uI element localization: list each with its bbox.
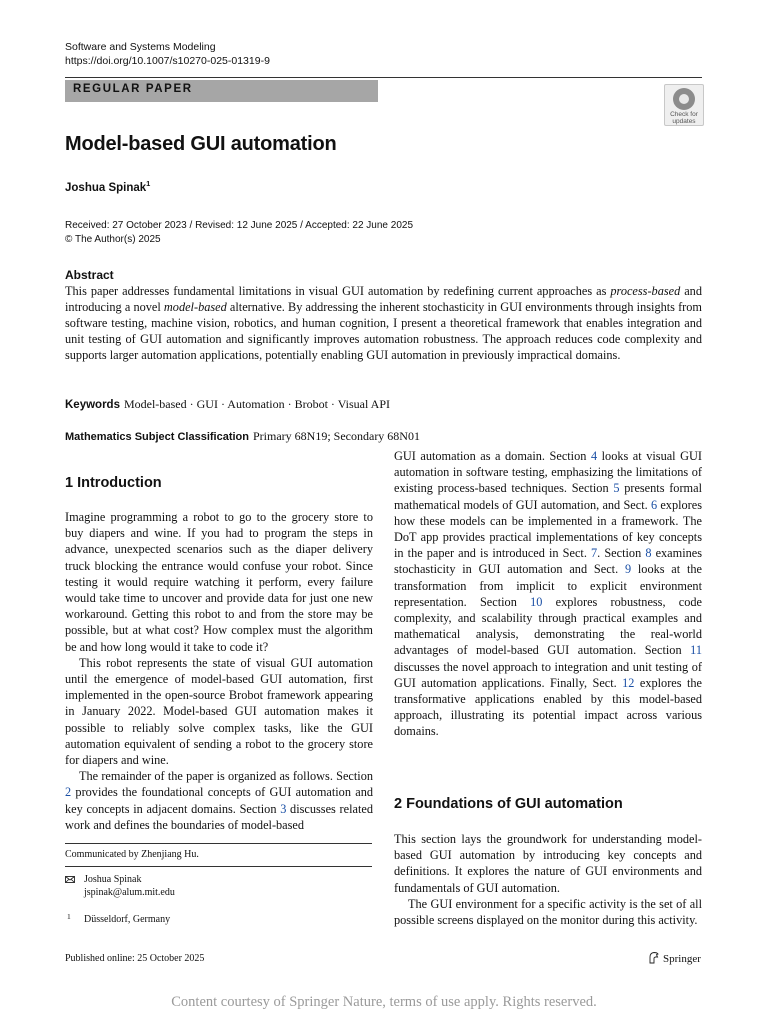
footnote-rule <box>65 843 372 844</box>
publisher-logo <box>648 951 701 965</box>
publisher-name: Springer <box>663 953 701 965</box>
section-ref-link[interactable]: 8 <box>645 546 652 561</box>
keywords-line <box>65 397 390 412</box>
paragraph-text: looks at the transformation from implicit to explicit environment representation. Section <box>394 562 702 609</box>
crossmark-badge[interactable] <box>664 84 704 126</box>
section-ref-link[interactable]: 2 <box>65 785 72 800</box>
paragraph-text: explores robustness, code complexity, and scalability through practical examples and mathematical analysis, demonstrating the real-world advantages of model-based GUI automation. Section <box>394 594 702 658</box>
keywords-value: Model-based · GUI · Automation · Brobot · Visual API <box>123 397 390 411</box>
springer-horse-icon <box>648 951 660 964</box>
paragraph-text: explores the transformative applications enabled by this model-based approach, illustrating its potential impact across various domains. <box>394 675 702 739</box>
section-ref-link[interactable]: 3 <box>280 801 287 816</box>
dates-block <box>65 219 413 247</box>
author-name: Joshua Spinak <box>65 181 147 194</box>
section-ref-link[interactable]: 5 <box>613 481 620 496</box>
section-label: REGULAR PAPER <box>73 83 193 95</box>
section-heading-foundations: 2 Foundations of GUI automation <box>394 796 623 812</box>
abstract-text: and introducing a novel <box>65 284 702 314</box>
paragraph <box>394 448 702 740</box>
abstract-text: alternative. By addressing the inherent stochasticity in GUI environments through insights from software testing, machine vision, robotics, and human cognition, I present a theoretical framework that enables integration and unit testing of GUI automation and significantly improves automation robustness. The approach reduces code complexity and supports larger automation applications, potentially enabling GUI automation in previously impractical domains. <box>65 300 702 362</box>
communicated-by: Communicated by Zhenjiang Hu. <box>65 849 199 860</box>
msc-label: Mathematics Subject Classification <box>65 431 249 443</box>
published-online: Published online: 25 October 2025 <box>65 953 205 964</box>
corr-author-email[interactable]: jspinak@alum.mit.edu <box>84 887 175 898</box>
right-column-bottom <box>394 831 702 928</box>
footnote-rule <box>65 866 372 867</box>
affiliation-number: 1 <box>67 912 71 921</box>
journal-header <box>65 40 270 68</box>
paragraph: This robot represents the state of visual GUI automation until the emergence of model-based GUI automation, first implemented in the open-source Brobot framework appearing in January 2022. Model-based GUI automation makes it possible to reliably solve complex tasks, like the GUI automation equivalent of sending a robot to the grocery store for diapers and wine. <box>65 655 373 768</box>
paragraph-text: explores how these models can be implemented in a framework. The DoT app provides practical implementations of key concepts in the paper and is introduced in Sect. <box>394 497 702 561</box>
paragraph-text: discusses related work and defines the boundaries of model-based <box>65 801 373 832</box>
keywords-label: Keywords <box>65 399 120 411</box>
left-column <box>65 509 373 833</box>
paragraph-text: looks at visual GUI automation in software testing, emphasizing the limitations of existing process-based techniques. Section <box>394 449 702 496</box>
abstract-heading: Abstract <box>65 268 114 282</box>
paragraph-text: GUI automation as a domain. Section <box>394 449 591 463</box>
paragraph-text: . Section <box>597 546 646 561</box>
affiliation-mark: 1 <box>146 179 151 188</box>
paragraph: This section lays the groundwork for understanding model-based GUI automation by introducing key concepts and definitions. It explores the nature of GUI environments and fundamentals of GUI automation. <box>394 832 702 895</box>
paragraph-text: examines stochasticity in GUI automation and Sect. <box>394 546 703 577</box>
abstract-body <box>65 283 702 363</box>
paragraph-text: discusses the novel approach to integration and unit testing of GUI automation applications. Finally, Sect. <box>394 659 702 690</box>
author-line <box>65 179 150 194</box>
header-rule <box>65 77 702 78</box>
crossmark-icon <box>673 88 695 110</box>
doi-link[interactable]: https://doi.org/10.1007/s10270-025-01319-9 <box>65 55 270 67</box>
msc-value: Primary 68N19; Secondary 68N01 <box>253 429 420 443</box>
affiliation-place: Düsseldorf, Germany <box>84 914 171 925</box>
section-ref-link[interactable]: 11 <box>690 643 702 658</box>
copyright: © The Author(s) 2025 <box>65 234 161 245</box>
msc-line <box>65 429 420 444</box>
section-ref-link[interactable]: 10 <box>530 594 543 609</box>
section-ref-link[interactable]: 7 <box>591 546 598 561</box>
section-ref-link[interactable]: 6 <box>650 497 658 512</box>
corr-author-name: Joshua Spinak <box>84 874 142 885</box>
section-band <box>65 80 378 102</box>
right-column-top <box>394 448 702 740</box>
paragraph: The GUI environment for a specific activity is the set of all possible screens displayed on the monitor during this activity. <box>394 896 702 928</box>
paragraph: Imagine programming a robot to go to the grocery store to buy diapers and wine. If you had to program the steps in advance, unexpected scenarios such as the diaper delivery truck blocking the entrance would confuse your robot. Since testing it would require watching it perform, every failure would take time to uncover and provide data for just one new workaround. Getting this robot to and from the store may be possible, but at what cost? How complex must the algorithm be and how long would it take to code it? <box>65 510 373 654</box>
section-heading-introduction: 1 Introduction <box>65 475 162 491</box>
journal-name: Software and Systems Modeling <box>65 41 216 53</box>
courtesy-notice: Content courtesy of Springer Nature, terms of use apply. Rights reserved. <box>171 994 597 1010</box>
paragraph-text: presents formal mathematical models of GUI automation, and Sect. <box>394 481 702 512</box>
paragraph <box>65 768 373 833</box>
envelope-icon <box>65 876 75 883</box>
corresponding-author <box>84 873 175 899</box>
section-ref-link[interactable]: 9 <box>624 562 632 577</box>
paragraph-text: provides the foundational concepts of GUI automation and key concepts in adjacent domains. Section <box>65 785 373 816</box>
crossmark-label: Check for updates <box>670 111 698 125</box>
paper-title: Model-based GUI automation <box>65 133 337 155</box>
abstract-emphasis: process-based <box>610 284 681 298</box>
paragraph-text: The remainder of the paper is organized as follows. Section <box>79 769 373 784</box>
abstract-emphasis: model-based <box>163 300 227 314</box>
section-ref-link[interactable]: 12 <box>622 675 635 690</box>
abstract-text: This paper addresses fundamental limitations in visual GUI automation by redefining current approaches as <box>65 284 611 298</box>
section-ref-link[interactable]: 4 <box>590 449 598 463</box>
history-dates: Received: 27 October 2023 / Revised: 12 June 2025 / Accepted: 22 June 2025 <box>65 220 414 231</box>
